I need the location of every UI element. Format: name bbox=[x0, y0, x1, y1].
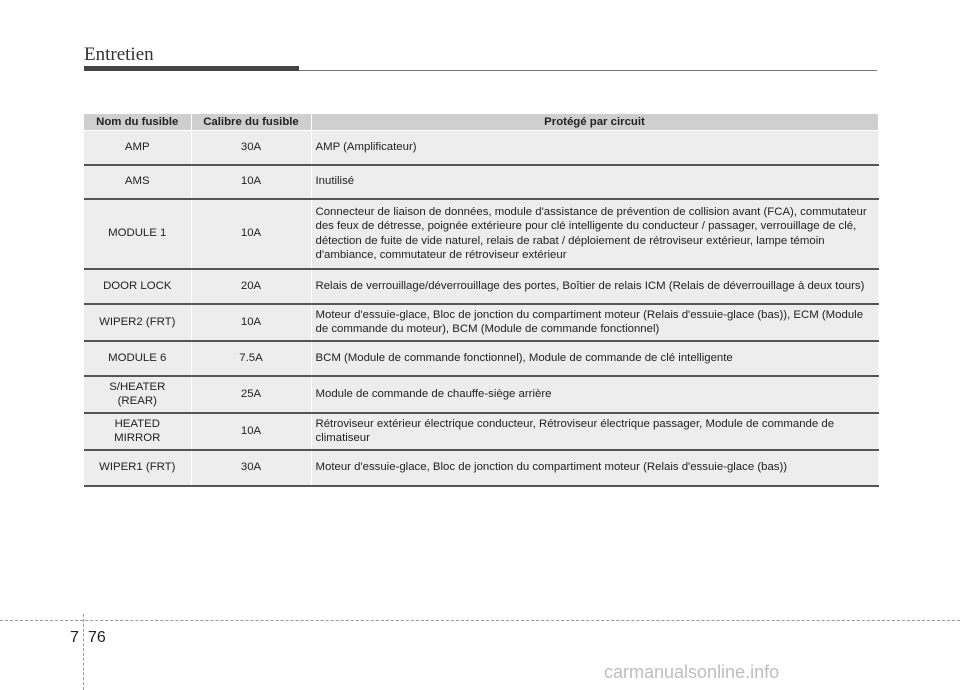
page-number: 76 bbox=[88, 629, 106, 646]
fuse-name-line: AMP bbox=[124, 141, 150, 153]
protected-circuit-cell: Connecteur de liaison de données, module d'assistance de prévention de collision avant (FCA), commutateur des feux de détresse, poignée extérieure pour clé intelligente du conducteur / passager, verrouillage de clé, détection de fuite de vide naturel, relais de rabat / déploiement de rétroviseur extérieur, lampe témoin d'ambiance, commutateur de rétroviseur extérieur bbox=[311, 199, 878, 269]
fuse-table-body bbox=[84, 131, 878, 486]
table-row bbox=[84, 413, 878, 450]
protected-circuit-cell: Moteur d'essuie-glace, Bloc de jonction du compartiment moteur (Relais d'essuie-glace (bas)), ECM (Module de commande du moteur), BCM (Module de commande fonctionnel) bbox=[311, 304, 878, 341]
fuse-name-line: MIRROR bbox=[114, 432, 161, 444]
fuse-name-line: WIPER1 (FRT) bbox=[99, 461, 176, 474]
fuse-rating-cell: 10A bbox=[191, 304, 311, 341]
fuse-name-cell bbox=[84, 450, 191, 486]
column-header-protected-circuit: Protégé par circuit bbox=[311, 114, 878, 131]
table-row bbox=[84, 131, 878, 165]
table-row bbox=[84, 304, 878, 341]
header-rule bbox=[299, 70, 877, 71]
fuse-name-cell bbox=[84, 131, 191, 165]
fuse-name-cell bbox=[84, 376, 191, 413]
fuse-name-cell bbox=[84, 199, 191, 269]
fuse-rating-cell: 30A bbox=[191, 450, 311, 486]
table-row bbox=[84, 450, 878, 486]
protected-circuit-cell: Rétroviseur extérieur électrique conducteur, Rétroviseur électrique passager, Module de commande de climatiseur bbox=[311, 413, 878, 450]
fuse-name-cell bbox=[84, 165, 191, 199]
protected-circuit-cell: Module de commande de chauffe-siège arrière bbox=[311, 376, 878, 413]
fuse-name-line: MODULE 1 bbox=[108, 227, 167, 240]
fuse-name-line: WIPER2 (FRT) bbox=[99, 315, 176, 328]
fuse-rating-cell: 10A bbox=[191, 413, 311, 450]
fuse-rating-cell: 20A bbox=[191, 269, 311, 304]
protected-circuit-cell: BCM (Module de commande fonctionnel), Module de commande de clé intelligente bbox=[311, 341, 878, 376]
fuse-name-cell bbox=[84, 341, 191, 376]
footer-horizontal-rule bbox=[0, 620, 960, 621]
fuse-name-cell bbox=[84, 304, 191, 341]
table-row bbox=[84, 341, 878, 376]
fuse-name-line: (REAR) bbox=[117, 395, 157, 407]
fuse-name-line: DOOR LOCK bbox=[103, 279, 172, 292]
fuse-name-cell bbox=[84, 269, 191, 304]
page-title: Entretien bbox=[84, 44, 154, 65]
fuse-table bbox=[84, 114, 879, 487]
section-number: 7 bbox=[70, 629, 79, 646]
table-row bbox=[84, 269, 878, 304]
fuse-name-line: S/HEATER bbox=[109, 380, 166, 393]
table-row bbox=[84, 376, 878, 413]
column-header-fuse-rating: Calibre du fusible bbox=[191, 114, 311, 131]
footer-vertical-rule bbox=[83, 614, 84, 690]
table-row bbox=[84, 165, 878, 199]
header-bar bbox=[84, 66, 299, 71]
protected-circuit-cell: Moteur d'essuie-glace, Bloc de jonction du compartiment moteur (Relais d'essuie-glace (bas)) bbox=[311, 450, 878, 486]
protected-circuit-cell: Relais de verrouillage/déverrouillage des portes, Boîtier de relais ICM (Relais de déverrouillage à deux tours) bbox=[311, 269, 878, 304]
fuse-rating-cell: 30A bbox=[191, 131, 311, 165]
fuse-rating-cell: 10A bbox=[191, 165, 311, 199]
table-header-row bbox=[84, 114, 878, 131]
column-header-fuse-name: Nom du fusible bbox=[84, 114, 191, 131]
fuse-name-line: HEATED bbox=[114, 417, 160, 430]
protected-circuit-cell: AMP (Amplificateur) bbox=[311, 131, 878, 165]
fuse-rating-cell: 25A bbox=[191, 376, 311, 413]
table-row bbox=[84, 199, 878, 269]
watermark: carmanualsonline.info bbox=[604, 662, 780, 682]
fuse-rating-cell: 7.5A bbox=[191, 341, 311, 376]
fuse-name-line: AMS bbox=[124, 175, 150, 188]
fuse-name-line: MODULE 6 bbox=[108, 351, 167, 364]
fuse-rating-cell: 10A bbox=[191, 199, 311, 269]
fuse-name-cell bbox=[84, 413, 191, 450]
protected-circuit-cell: Inutilisé bbox=[311, 165, 878, 199]
